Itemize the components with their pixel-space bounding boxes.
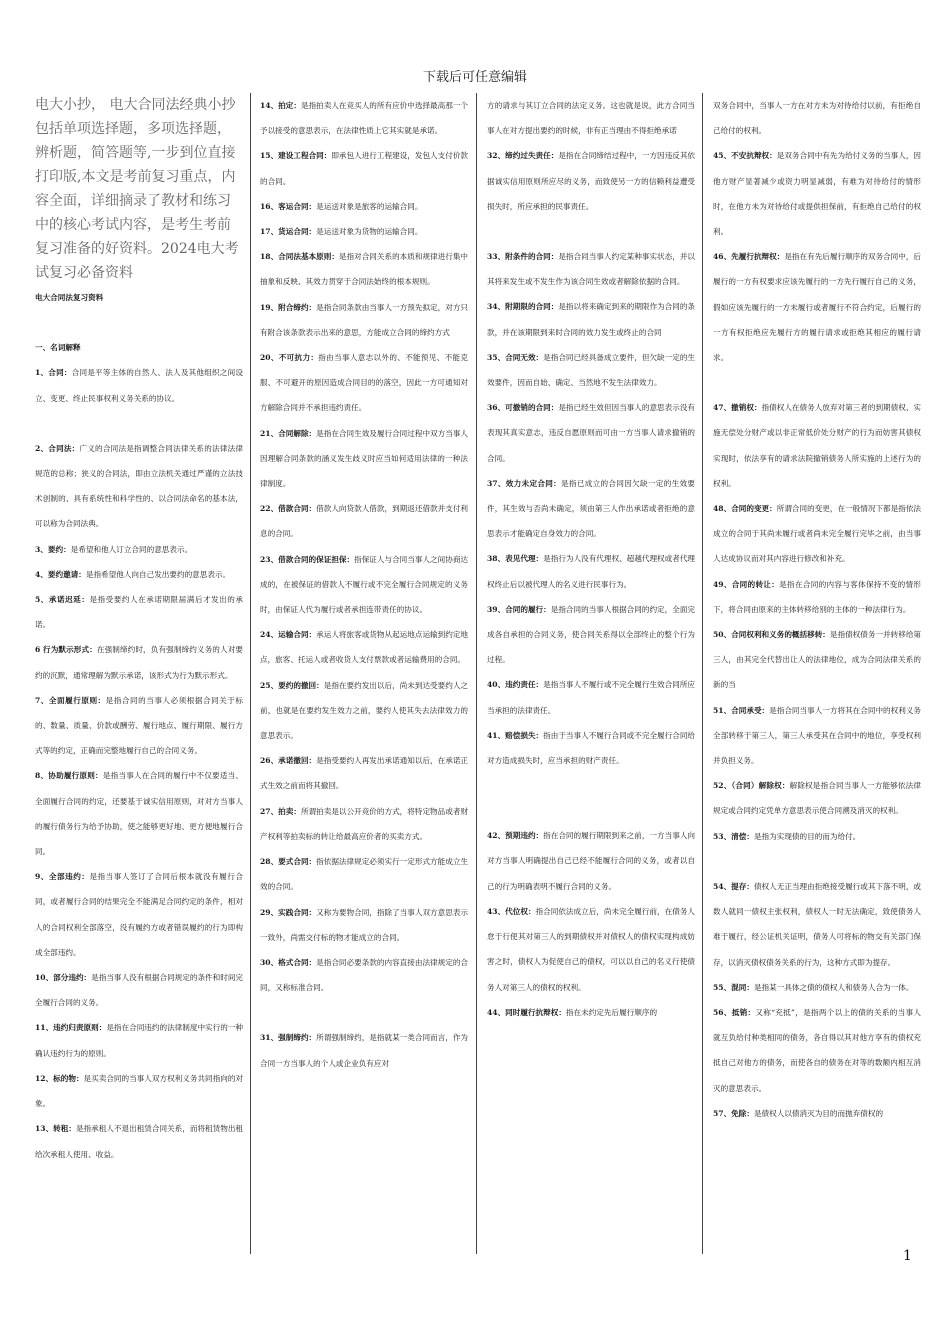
term-definition: 借款人向贷款人借款，到期返还借款并支付利息的合同。 — [260, 504, 468, 539]
term-entry — [713, 773, 921, 823]
term-label: 16、客运合同： — [260, 201, 317, 211]
term-entry — [260, 849, 468, 899]
term-definition: 是指在合同缔结过程中，一方因违反其依据诚实信用原则所应尽的义务，而致使另一方的信赖利益遭受损失时，所应承担的民事责任。 — [487, 151, 695, 211]
term-definition: 是指以将来确定到来的期限作为合同的条款，并在该期限到来时合同的效力发生或终止的合同 — [487, 302, 695, 337]
term-label: 19、附合缔约： — [260, 302, 317, 312]
term-definition: 方的请求与其订立合同的法定义务。这也就是说，此方合同当事人在对方提出要约的时候，非有正当理由不得拒绝承诺 — [487, 101, 695, 136]
intro-paragraph: 电大小抄， 电大合同法经典小抄 包括单项选择题，多项选择题，辨析题，简答题等,一步到位直接打印版,本文是考前复习重点，内容全面，详细摘录了教材和练习中的核心考试内容，是考生考前复习准备的好资料。2024电大考试复习必备资料 — [35, 97, 239, 281]
term-definition: 承运人将旅客或货物从起运地点运输到约定地点，旅客、托运人或者收货人支付票款或者运输费用的合同。 — [260, 630, 468, 665]
term-label: 26、承诺撤回： — [260, 756, 317, 766]
term-entry — [260, 219, 468, 244]
term-entry — [260, 496, 468, 546]
term-entry — [713, 824, 921, 849]
term-label: 41、赔偿损失： — [487, 730, 544, 740]
term-entry — [35, 587, 243, 637]
term-label: 42、预期违约： — [487, 831, 544, 841]
term-definition: 是指合同已经具备成立要件，但欠缺一定的生效要件，因而自始、确定、当然地不发生法律效力。 — [487, 352, 695, 388]
term-label: 31、强制缔约： — [260, 1033, 317, 1043]
term-entry — [260, 143, 468, 193]
term-entry — [260, 1025, 468, 1075]
term-label: 55、混同： — [713, 982, 754, 992]
term-label: 15、建设工程合同： — [260, 151, 332, 161]
term-definition: 指保证人与合同当事人之间协商达成的，在被保证的借款人不履行或不完全履行合同规定的义务时，由保证人代为履行或者承担连带责任的协议。 — [260, 554, 468, 615]
term-label: 57、免除： — [713, 1108, 754, 1118]
term-definition: 是债权人以债消灭为目的而抛弃债权的 — [753, 1108, 884, 1118]
term-label: 38、表见代理： — [487, 554, 544, 564]
term-definition: 指合同依法成立后，尚未完全履行前，在债务人怠于行使其对第三人的到期债权并对债权人的债权实现构成妨害之时，债权人为促使自己的债权，可以以自己的名义行使债务人对第三人的债权的权利。 — [487, 906, 695, 992]
term-entry — [487, 597, 695, 673]
term-definition: 所谓合同的变更，在一般情况下都是指依法成立的合同于其尚未履行或者尚未完全履行完毕之前，由当事人达成协议而对其内容进行修改和补充。 — [713, 504, 921, 564]
column-divider — [476, 93, 477, 1254]
column-1 — [35, 93, 243, 1254]
term-entry — [713, 572, 921, 622]
term-entry — [713, 1000, 921, 1101]
term-entry — [487, 723, 695, 773]
term-label: 9、全部违约： — [35, 872, 90, 882]
term-label: 20、不可抗力： — [260, 353, 319, 363]
term-label: 54、提存： — [713, 881, 754, 891]
term-entry — [35, 1066, 243, 1116]
term-label: 40、违约责任： — [487, 680, 544, 690]
term-label: 36、可撤销的合同： — [487, 403, 559, 413]
entries — [260, 93, 468, 1076]
term-entry — [487, 546, 695, 596]
term-label: 48、合同的变更： — [713, 504, 777, 514]
term-label: 18、合同法基本原则： — [260, 252, 339, 262]
term-label: 4、要约邀请： — [35, 569, 86, 579]
term-definition: 是指受要约人在承诺期限届满后才发出的承诺。 — [35, 595, 243, 630]
term-label: 17、货运合同： — [260, 227, 317, 237]
term-entry — [35, 965, 243, 1015]
section-title: 一、名词解释 — [35, 343, 81, 353]
term-label: 22、借款合同： — [260, 504, 317, 514]
term-definition: 是买卖合同的当事人双方权利义务共同指向的对象。 — [35, 1073, 243, 1109]
term-definition: 合同是平等主体的自然人、法人及其他组织之间设立、变更、终止民事权利义务关系的协议。 — [35, 368, 243, 403]
term-definition: 指依据法律规定必须实行一定形式方能成立生效的合同。 — [260, 857, 468, 892]
term-entry — [260, 421, 468, 497]
term-entry — [713, 975, 921, 1000]
term-definition: 解除权是指合同当事人一方能够依法律规定或合同约定凭单方意思表示使合同溯及消灭的权利。 — [713, 781, 921, 816]
column-4 — [713, 93, 921, 1254]
term-label: 1、合同： — [35, 368, 72, 378]
column-divider — [702, 93, 703, 1254]
term-label: 25、要约的撤回： — [260, 680, 324, 690]
term-definition: 在强制缔约时，负有强制缔约义务的人对要约的沉默，通常理解为默示承诺，该形式为行为默示形式。 — [35, 645, 243, 680]
term-definition: 是指行为人没有代理权、超越代理权或者代理权终止后以被代理人的名义进行民事行为。 — [487, 554, 695, 589]
term-label: 45、不安抗辩权： — [713, 151, 777, 161]
column-2 — [260, 93, 468, 1254]
term-entry — [260, 799, 468, 849]
term-label: 30、格式合同： — [260, 957, 317, 967]
term-entry — [713, 874, 921, 975]
page-header: 下载后可任意编辑 — [422, 70, 527, 85]
term-label: 6 行为默示形式： — [35, 645, 97, 655]
term-entry — [260, 345, 468, 421]
term-label: 35、合同无效： — [487, 352, 544, 362]
term-entry — [35, 360, 243, 410]
term-definition: 是运送对象为货物的运输合同。 — [316, 227, 423, 237]
term-definition: 指债权人在债务人放弃对第三者的到期债权、实施无偿处分财产或以非正常低价处分财产的行为而妨害其债权实现时，依法享有的请求法院撤销债务人所实施的上述行为的权利。 — [713, 403, 921, 488]
term-definition: 是指当事人签订了合同后根本就没有履行合同，或者履行合同的结果完全不能满足合同约定的条件，相对人的合同权利全部落空，没有履约方或者错误履约的行为即构成全部违约。 — [35, 872, 243, 957]
term-definition: 是指当事人不履行或不完全履行生效合同所应当承担的法律责任。 — [487, 680, 695, 715]
term-entry — [487, 244, 695, 294]
term-definition: 是指某一具体之债的债权人和债务人合为一体。 — [753, 982, 914, 992]
term-label: 37、效力未定合同： — [487, 478, 562, 488]
term-definition: 所谓拍卖是以公开竞价的方式，将特定物品或者财产权利等拍卖标的转让给最高应价者的买卖方式。 — [260, 806, 468, 841]
page-number: 1 — [903, 1248, 912, 1264]
term-entry — [713, 93, 921, 143]
term-entry — [35, 537, 243, 562]
term-label: 24、运输合同： — [260, 630, 317, 640]
term-label: 52、（合同）解除权： — [713, 781, 790, 791]
term-definition: 是指已成立的合同因欠缺一定的生效要件，其生效与否尚未确定，须由第三人作出承诺或者拒绝的意思表示才能确定自身效力的合同。 — [487, 478, 695, 539]
term-label: 46、先履行抗辩权： — [713, 252, 785, 262]
term-entry — [713, 622, 921, 698]
term-entry — [35, 688, 243, 764]
term-label: 32、缔约过失责任： — [487, 151, 559, 161]
term-entry — [713, 244, 921, 370]
term-entry — [260, 748, 468, 798]
term-definition: 是指承租人不退出租赁合同关系，而将租赁物出租给次承租人使用、收益。 — [35, 1124, 243, 1159]
term-label: 14、拍定： — [260, 101, 301, 110]
column-divider — [250, 93, 251, 1254]
term-definition: 是指在要约发出以后，尚未到达受要约人之前，也就是在要约发生效力之前，要约人使其失去法律效力的意思表示。 — [260, 680, 468, 741]
term-label: 44、同时履行抗辩权： — [487, 1007, 566, 1017]
term-label: 43、代位权： — [487, 906, 536, 916]
term-definition: 指在合同的履行期限到来之前，一方当事人向对方当事人明确提出自己已经不能履行合同的义务，或者以自己的行为明确表明不履行合同的义务。 — [487, 831, 695, 891]
term-entry — [260, 622, 468, 672]
term-label: 49、合同的转让： — [713, 579, 780, 589]
term-entry — [260, 295, 468, 345]
term-label: 51、合同承受： — [713, 705, 770, 715]
term-entry — [260, 673, 468, 749]
term-label: 33、附条件的合同： — [487, 252, 559, 262]
term-definition: 是指希望他人向自己发出要约的意思表示。 — [85, 569, 231, 579]
term-entry — [260, 950, 468, 1000]
term-entry — [260, 547, 468, 623]
term-definition: 广义的合同法是指调整合同法律关系的法律法律规范的总称；狭义的合同法，即由立法机关通过严谨的立法技术创制的、具有系统性和科学性的、以合同法命名的基本法，可以称为合同法典。 — [35, 443, 243, 529]
entries — [35, 360, 243, 1166]
entries — [487, 93, 695, 1025]
term-definition: 是指债权债务一并转移给第三人，由其完全代替出让人的法律地位，成为合同法律关系的新的当 — [713, 630, 921, 690]
term-entry — [487, 143, 695, 219]
term-definition: 是指合同当事人一方将其在合同中的权利义务全部转移于第三人，第三人承受其在合同中的地位，享受权利并负担义务。 — [713, 705, 921, 766]
term-label: 10、部分违约： — [35, 973, 92, 983]
term-entry — [487, 899, 695, 1000]
term-entry — [487, 471, 695, 547]
term-entry — [713, 395, 921, 496]
term-definition: 是双务合同中有先为给付义务的当事人，因他方财产显著减少或资力明显减弱，有难为对待给付的情形时，在他方未为对待给付或提供担保前，有拒绝自己给付的权利。 — [713, 151, 921, 237]
term-definition: 是指拍卖人在竞买人的所有应价中选择最高那一个予以接受的意思表示，在法律性质上它其实就是承诺。 — [260, 101, 468, 136]
term-label: 50、合同权利和义务的概括移转： — [713, 630, 830, 640]
term-definition: 是指合同必要条款的内容直接由法律规定的合同，又称标准合同。 — [260, 957, 468, 993]
term-label: 8、协助履行原则： — [35, 771, 103, 781]
term-label: 34、附期限的合同： — [487, 302, 559, 312]
term-entry — [487, 294, 695, 344]
document-title: 电大合同法复习资料 — [35, 293, 104, 302]
term-entry — [35, 1116, 243, 1166]
term-definition: 所谓强制缔约，是指就某一类合同而言，作为合同一方当事人的个人或企业负有应对 — [260, 1033, 468, 1068]
column-3 — [487, 93, 695, 1254]
term-entry — [260, 194, 468, 219]
term-definition: 是指在有先后履行顺序的双务合同中，后履行的一方有权要求应该先履行的一方先行履行自己的义务，假如应该先履行的一方未履行或者履行不符合约定，后履行的一方有权拒绝应先履行方的履行请求或拒绝其相应的履行请求。 — [713, 252, 921, 363]
term-label: 11、违约归责原则： — [35, 1023, 107, 1033]
term-entry — [35, 436, 243, 537]
term-entry — [260, 244, 468, 294]
term-entry — [487, 93, 695, 143]
term-definition: 是指合同当事人约定某种事实状态，并以其将来发生或不发生作为该合同生效或者解除依据的合同。 — [487, 252, 695, 287]
term-entry — [35, 763, 243, 864]
term-entry — [713, 698, 921, 774]
term-label: 53、清偿： — [713, 831, 754, 841]
term-entry — [260, 900, 468, 950]
term-entry — [487, 823, 695, 899]
term-definition: 又称“充抵”，是指两个以上的债的关系的当事人就互负给付种类相同的债务，各自得以其对他方享有的债权充抵自己对他方的债务，而使各自的债务在对等的数额内相互消灭的意思表示。 — [713, 1007, 921, 1093]
term-definition: 是指在合同的内容与客体保持不变的情形下，将合同由原来的主体转移给别的主体的一种法律行为。 — [713, 579, 921, 614]
term-definition: 双务合同中，当事人一方在对方未为对待给付以前，有拒绝自己给付的权利。 — [713, 101, 921, 136]
term-entry — [260, 93, 468, 143]
term-label: 7、全面履行原则： — [35, 695, 106, 705]
term-definition: 是指为实现债的目的而为给付。 — [753, 831, 861, 841]
term-definition: 是希望和他人订立合同的意思表示。 — [70, 544, 193, 554]
term-definition: 即承包人进行工程建设，发包人支付价款的合同。 — [260, 151, 468, 186]
term-definition: 是指当事人没有根据合同规定的条件和时间完全履行合同的义务。 — [35, 973, 243, 1008]
entries — [713, 93, 921, 1126]
term-label: 56、抵销： — [713, 1007, 756, 1017]
term-label: 39、合同的履行： — [487, 604, 551, 614]
term-definition: 是指在合同违约的法律制度中实行的一种确认违约行为的原则。 — [35, 1023, 243, 1058]
term-definition: 指在未约定先后履行顺序的 — [565, 1007, 658, 1017]
term-entry — [713, 143, 921, 244]
term-definition: 是指在合同生效及履行合同过程中双方当事人因理解合同条款的涵义发生歧义时应当如何适用法律的一种法律制度。 — [260, 428, 468, 489]
term-label: 12、标的物： — [35, 1073, 84, 1083]
term-label: 21、合同解除： — [260, 428, 317, 438]
term-label: 23、借款合同的保证担保： — [260, 554, 355, 564]
term-entry — [487, 395, 695, 471]
term-definition: 是指已经生效但因当事人的意思表示没有表现其真实意志，违反自愿原则而可由一方当事人请求撤销的合同。 — [487, 403, 695, 463]
term-label: 28、要式合同： — [260, 857, 317, 867]
term-label: 29、实践合同： — [260, 907, 317, 917]
term-definition: 是指合同条款由当事人一方预先拟定，对方只有附合该条款表示出来的意思，方能成立合同的缔约方式 — [260, 302, 468, 337]
term-label: 5、承诺迟延： — [35, 595, 90, 605]
term-entry — [713, 1101, 921, 1126]
term-definition: 债权人无正当理由拒绝接受履行或其下落不明，或数人就同一债权主张权利，债权人一时无法确定，致使债务人难于履行，经公证机关证明，债务人可将标的物交有关部门保存，以消灭债权债务关系的行为，这种方式即为提存。 — [713, 881, 921, 967]
term-definition: 又称为要物合同，指除了当事人双方意思表示一致外，尚需交付标的物才能成立的合同。 — [260, 907, 468, 942]
term-label: 3、要约： — [35, 544, 71, 554]
term-entry — [487, 672, 695, 722]
term-entry — [35, 637, 243, 687]
term-entry — [487, 1000, 695, 1025]
term-definition: 是指当事人在合同的履行中不仅要适当、全面履行合同的约定，还要基于诚实信用原则，对对方当事人的履行债务行为给予协助，使之能够更好地、更方便地履行合同。 — [35, 771, 243, 857]
term-label: 13、转租： — [35, 1124, 76, 1134]
term-definition: 指由于当事人不履行合同或不完全履行合同给对方造成损失时，应当承担的财产责任。 — [487, 730, 695, 766]
term-definition: 指由当事人意志以外的、不能预见、不能克服、不可避开的原因造成合同目的的落空，因此一方可通知对方解除合同并不承担违约责任。 — [260, 353, 468, 413]
term-definition: 是运送对象是旅客的运输合同。 — [316, 201, 423, 211]
term-definition: 是指合同的当事人根据合同的约定，全面完成各自承担的合同义务，使合同关系得以全部终止的整个行为过程。 — [487, 604, 695, 665]
term-entry — [35, 1015, 243, 1065]
term-label: 2、合同法： — [35, 443, 80, 453]
term-label: 47、撤销权： — [713, 403, 762, 413]
term-label: 27、拍卖： — [260, 806, 301, 816]
term-entry — [713, 496, 921, 572]
term-definition: 是指受要约人再发出承诺通知以后，在承诺正式生效之前而将其撤回。 — [260, 756, 468, 791]
term-entry — [35, 864, 243, 965]
term-definition: 是指合同的当事人必须根据合同关于标的、数量、质量、价款或酬劳、履行地点、履行期限、履行方式等的约定，正确而完整地履行自己的合同义务。 — [35, 695, 243, 756]
term-entry — [487, 345, 695, 395]
term-definition: 是指对合同关系的本质和规律进行集中抽象和反映、其效力贯穿于合同法始终的根本规则。 — [260, 252, 468, 287]
term-entry — [35, 562, 243, 587]
